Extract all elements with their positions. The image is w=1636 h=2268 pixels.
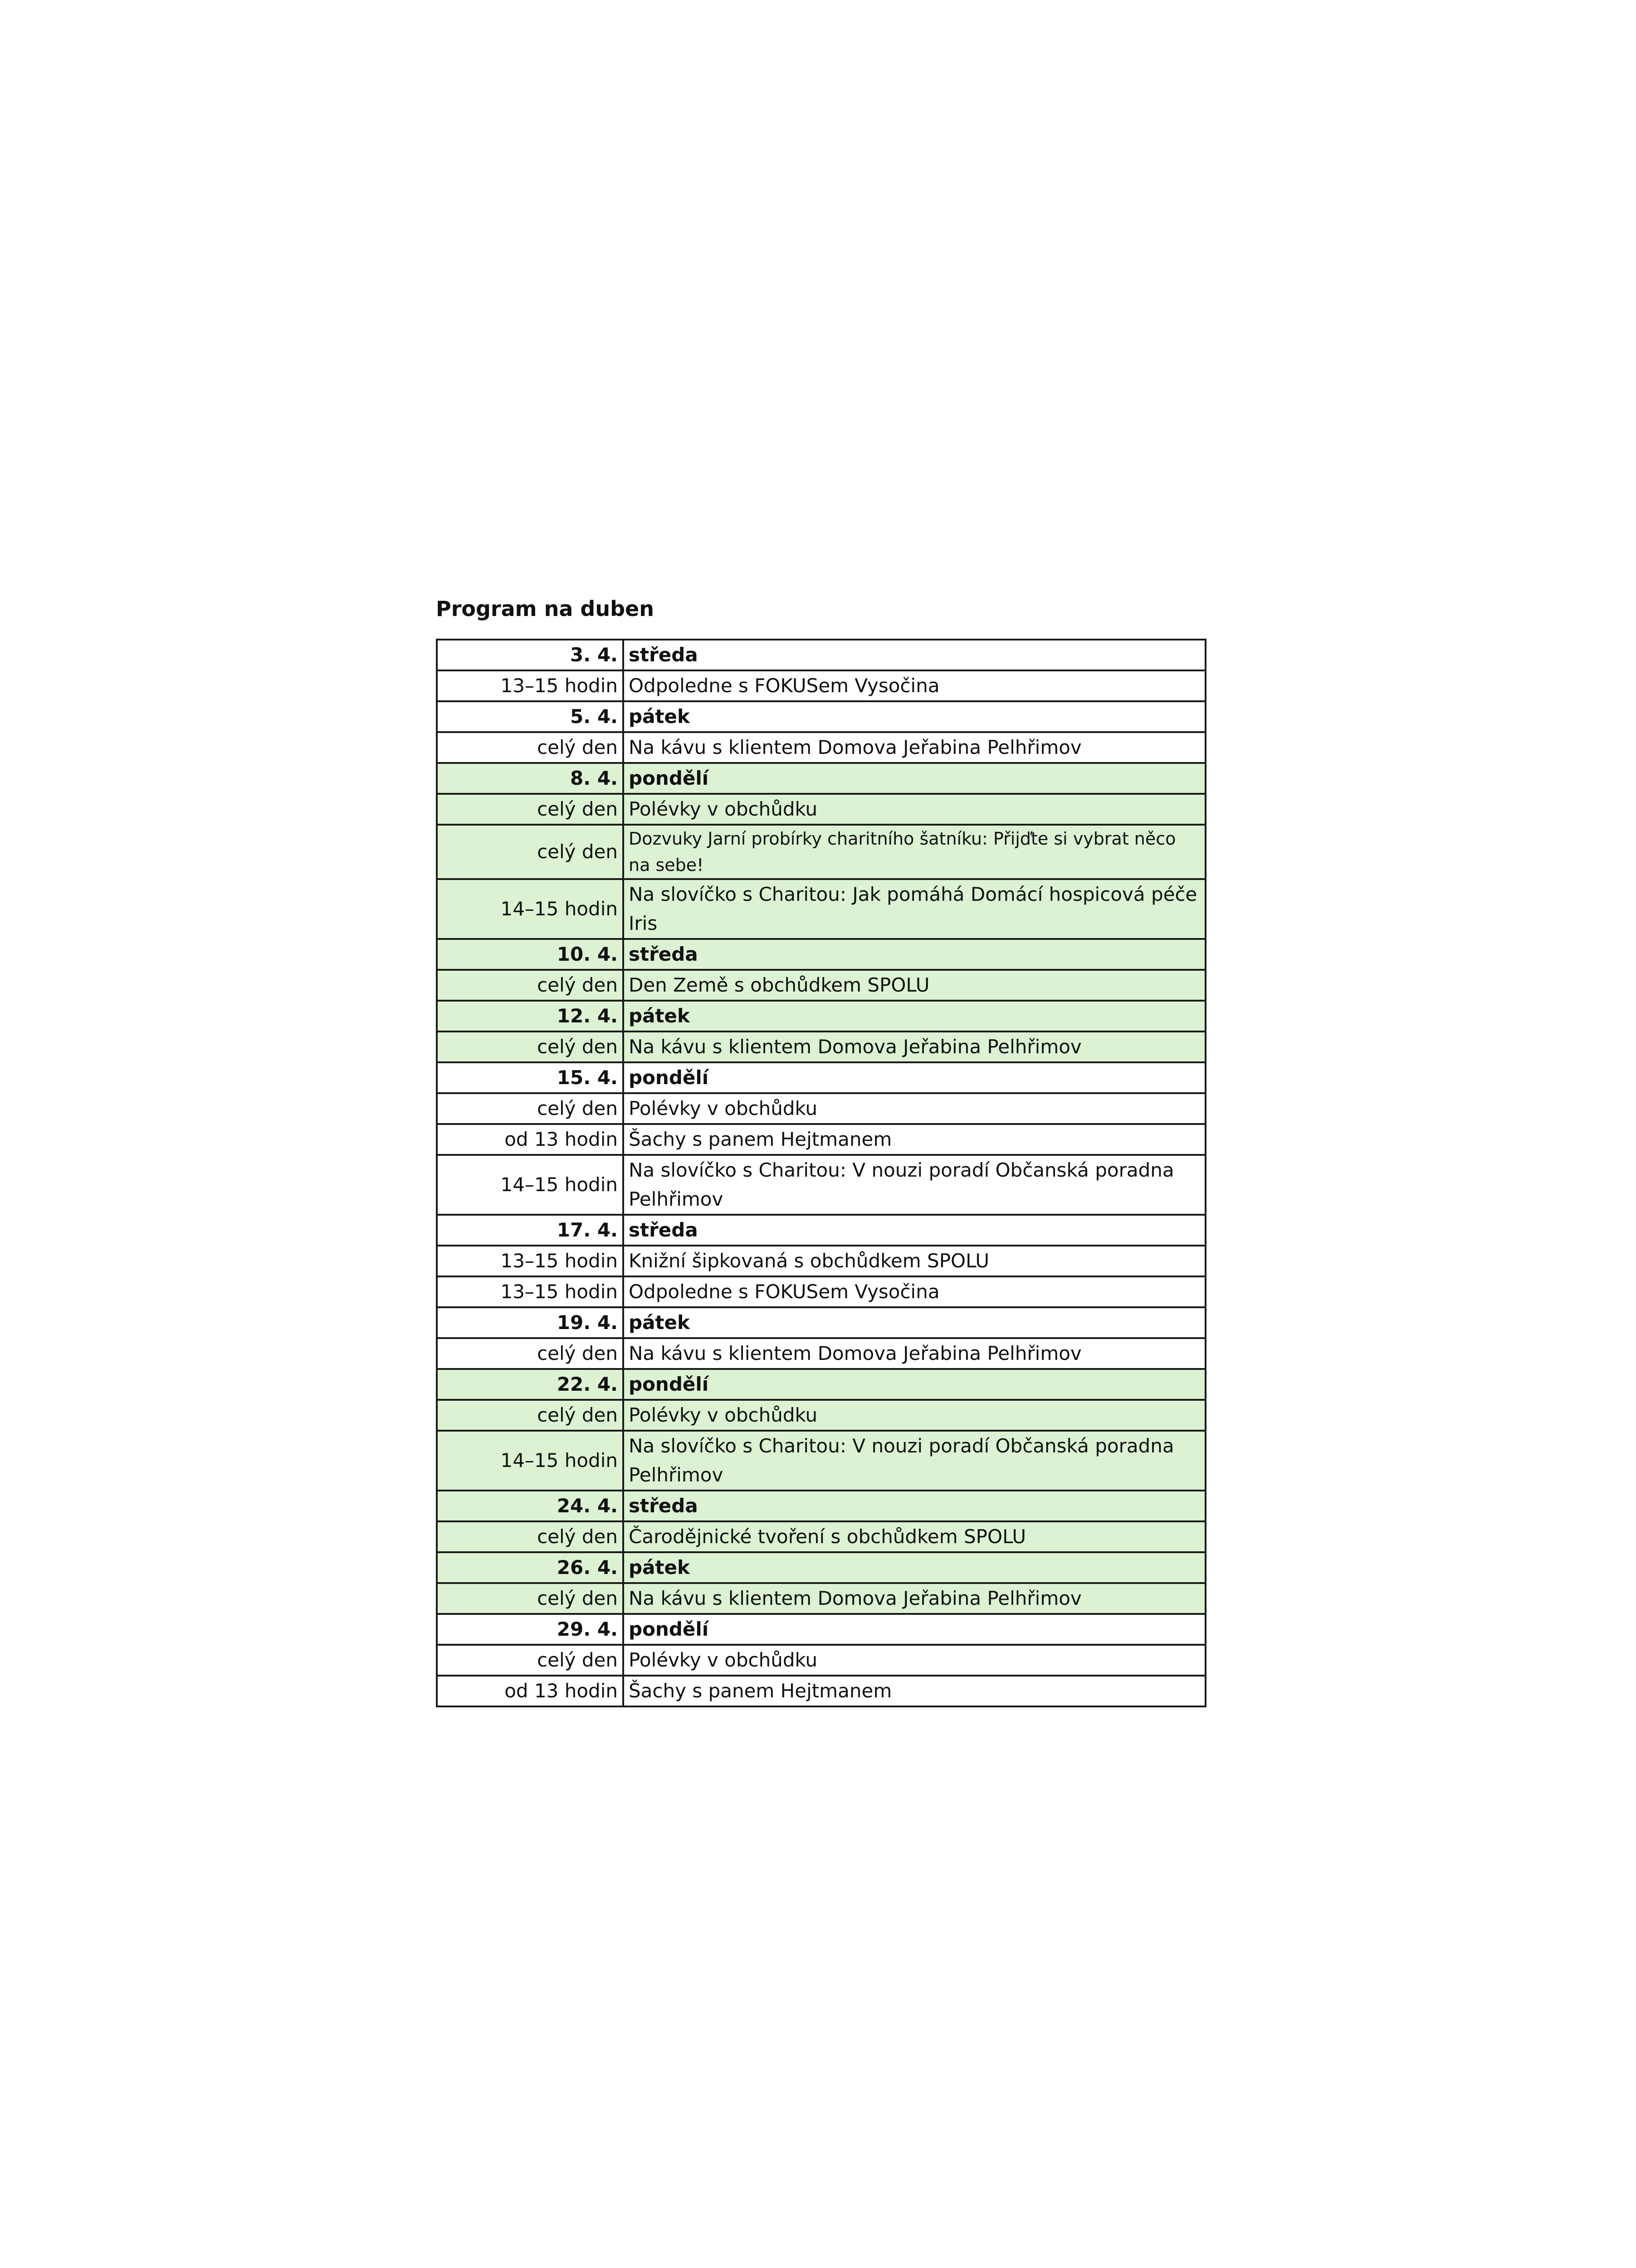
date-row	[437, 1614, 1206, 1645]
time-cell: celý den	[437, 970, 623, 1001]
date-cell: 29. 4.	[437, 1614, 623, 1645]
date-row	[437, 1062, 1206, 1093]
event-row	[437, 732, 1206, 763]
date-row	[437, 1001, 1206, 1031]
weekday-cell: pondělí	[623, 1369, 1206, 1400]
date-cell: 17. 4.	[437, 1215, 623, 1246]
event-description-cell: Na kávu s klientem Domova Jeřabina Pelhřimov	[623, 1031, 1206, 1062]
weekday-cell: pátek	[623, 1001, 1206, 1031]
schedule-table	[436, 639, 1206, 1707]
event-description-cell: Na slovíčko s Charitou: V nouzi poradí Občanská poradna Pelhřimov	[623, 1431, 1206, 1491]
event-row	[437, 970, 1206, 1001]
event-row	[437, 670, 1206, 701]
time-cell: celý den	[437, 1583, 623, 1614]
event-row	[437, 1645, 1206, 1676]
event-description-cell: Polévky v obchůdku	[623, 1093, 1206, 1124]
weekday-cell: pátek	[623, 1552, 1206, 1583]
time-cell: 14–15 hodin	[437, 1431, 623, 1491]
time-cell: celý den	[437, 1645, 623, 1676]
weekday-cell: středa	[623, 1215, 1206, 1246]
event-description-cell: Dozvuky Jarní probírky charitního šatníku: Přijďte si vybrat něco na sebe!	[623, 825, 1206, 879]
event-row	[437, 1155, 1206, 1215]
event-description-cell: Na slovíčko s Charitou: V nouzi poradí Občanská poradna Pelhřimov	[623, 1155, 1206, 1215]
time-cell: celý den	[437, 1031, 623, 1062]
event-row	[437, 1093, 1206, 1124]
event-row	[437, 1521, 1206, 1552]
event-description-cell: Odpoledne s FOKUSem Vysočina	[623, 670, 1206, 701]
date-row	[437, 1552, 1206, 1583]
time-cell: celý den	[437, 825, 623, 879]
date-cell: 19. 4.	[437, 1307, 623, 1338]
event-row	[437, 825, 1206, 879]
event-row	[437, 1246, 1206, 1276]
date-row	[437, 1369, 1206, 1400]
time-cell: 14–15 hodin	[437, 1155, 623, 1215]
weekday-cell: středa	[623, 1491, 1206, 1521]
time-cell: celý den	[437, 1338, 623, 1369]
event-description-cell: Šachy s panem Hejtmanem	[623, 1676, 1206, 1706]
date-cell: 26. 4.	[437, 1552, 623, 1583]
time-cell: 13–15 hodin	[437, 670, 623, 701]
event-description-cell: Na kávu s klientem Domova Jeřabina Pelhřimov	[623, 732, 1206, 763]
time-cell: 14–15 hodin	[437, 879, 623, 939]
event-description-cell: Den Země s obchůdkem SPOLU	[623, 970, 1206, 1001]
time-cell: celý den	[437, 1400, 623, 1431]
event-description-cell: Knižní šipkovaná s obchůdkem SPOLU	[623, 1246, 1206, 1276]
date-row	[437, 1491, 1206, 1521]
date-cell: 12. 4.	[437, 1001, 623, 1031]
event-description-cell: Čarodějnické tvoření s obchůdkem SPOLU	[623, 1521, 1206, 1552]
date-cell: 8. 4.	[437, 763, 623, 794]
date-cell: 22. 4.	[437, 1369, 623, 1400]
date-row	[437, 701, 1206, 732]
event-description-cell: Šachy s panem Hejtmanem	[623, 1124, 1206, 1155]
time-cell: 13–15 hodin	[437, 1246, 623, 1276]
time-cell: od 13 hodin	[437, 1676, 623, 1706]
weekday-cell: pátek	[623, 1307, 1206, 1338]
date-cell: 5. 4.	[437, 701, 623, 732]
event-row	[437, 1276, 1206, 1307]
event-row	[437, 1583, 1206, 1614]
weekday-cell: pátek	[623, 701, 1206, 732]
schedule-body	[437, 640, 1206, 1706]
date-cell: 24. 4.	[437, 1491, 623, 1521]
weekday-cell: pondělí	[623, 1062, 1206, 1093]
date-cell: 10. 4.	[437, 939, 623, 970]
event-description-cell: Odpoledne s FOKUSem Vysočina	[623, 1276, 1206, 1307]
weekday-cell: středa	[623, 640, 1206, 670]
time-cell: celý den	[437, 1521, 623, 1552]
weekday-cell: středa	[623, 939, 1206, 970]
event-row	[437, 879, 1206, 939]
event-description-cell: Polévky v obchůdku	[623, 1400, 1206, 1431]
event-row	[437, 794, 1206, 825]
weekday-cell: pondělí	[623, 1614, 1206, 1645]
event-row	[437, 1400, 1206, 1431]
event-row	[437, 1124, 1206, 1155]
date-cell: 3. 4.	[437, 640, 623, 670]
date-cell: 15. 4.	[437, 1062, 623, 1093]
page-title: Program na duben	[436, 596, 654, 621]
time-cell: od 13 hodin	[437, 1124, 623, 1155]
event-row	[437, 1031, 1206, 1062]
date-row	[437, 1215, 1206, 1246]
event-description-cell: Na slovíčko s Charitou: Jak pomáhá Domácí hospicová péče Iris	[623, 879, 1206, 939]
date-row	[437, 640, 1206, 670]
date-row	[437, 1307, 1206, 1338]
time-cell: celý den	[437, 1093, 623, 1124]
event-description-cell: Na kávu s klientem Domova Jeřabina Pelhřimov	[623, 1583, 1206, 1614]
weekday-cell: pondělí	[623, 763, 1206, 794]
event-row	[437, 1676, 1206, 1706]
event-row	[437, 1338, 1206, 1369]
time-cell: 13–15 hodin	[437, 1276, 623, 1307]
event-description-cell: Na kávu s klientem Domova Jeřabina Pelhřimov	[623, 1338, 1206, 1369]
event-description-cell: Polévky v obchůdku	[623, 1645, 1206, 1676]
date-row	[437, 763, 1206, 794]
time-cell: celý den	[437, 732, 623, 763]
date-row	[437, 939, 1206, 970]
event-description-cell: Polévky v obchůdku	[623, 794, 1206, 825]
time-cell: celý den	[437, 794, 623, 825]
event-row	[437, 1431, 1206, 1491]
